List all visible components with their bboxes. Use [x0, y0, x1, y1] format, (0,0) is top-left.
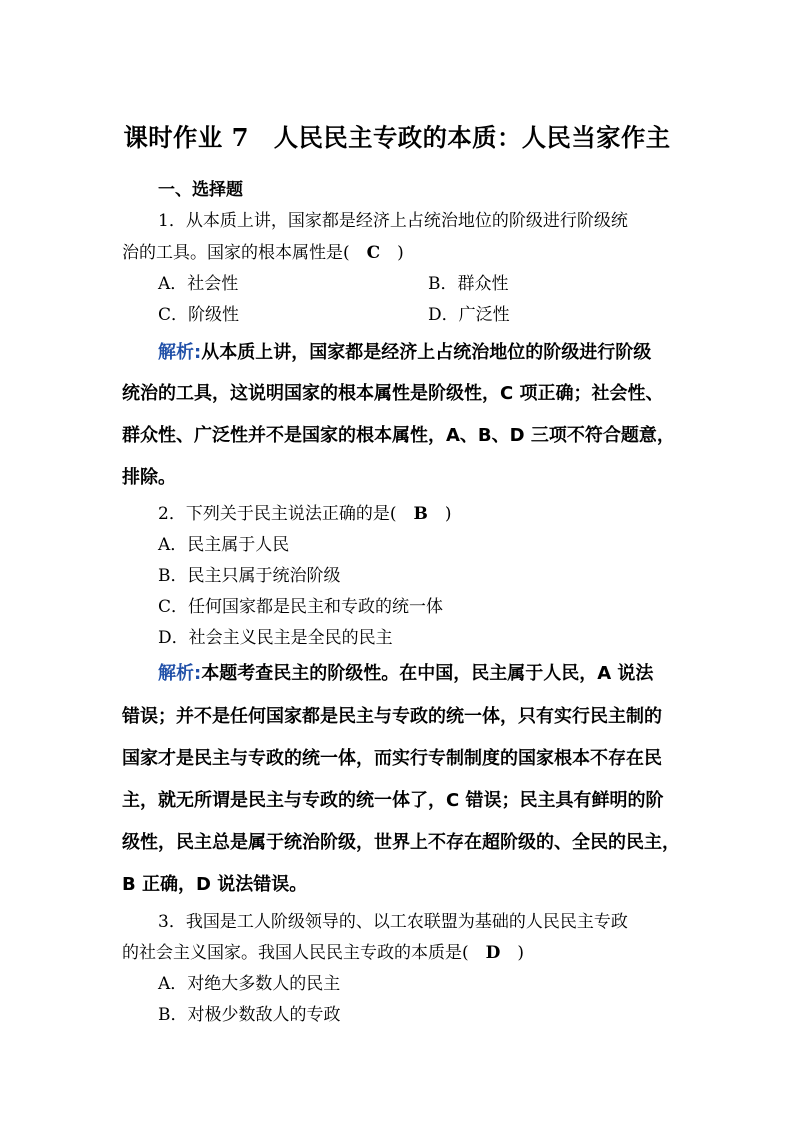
- q2-option-c: C．任何国家都是民主和专政的统一体: [158, 597, 444, 617]
- page-title: 课时作业 7 人民民主专政的本质：人民当家作主: [123, 123, 671, 152]
- q1-option-d: D．广泛性: [428, 305, 510, 325]
- q2-stem-line-1: [158, 499, 451, 524]
- q3-stem-line-2: [122, 938, 524, 963]
- q2-analysis-text-1: 本题考查民主的阶级性。在中国，民主属于人民，A 说法: [201, 663, 654, 684]
- q1-option-a: A．社会性: [158, 274, 239, 294]
- q2-answer: B: [413, 504, 428, 524]
- q2-analysis-line-1: [158, 659, 653, 685]
- q3-stem-close: ): [500, 943, 525, 963]
- q2-option-b: B．民主只属于统治阶级: [158, 566, 341, 586]
- q3-stem-text: 的社会主义国家。我国人民民主专政的本质是(: [122, 943, 486, 963]
- q1-stem-line-2: [122, 238, 404, 263]
- q1-analysis-label: 解析:: [158, 342, 202, 363]
- q2-analysis-line-3: 国家才是民主与专政的统一体，而实行专制制度的国家根本不存在民: [122, 748, 662, 769]
- q1-analysis-line-3: 群众性、广泛性并不是国家的根本属性，A、B、D 三项不符合题意，: [122, 425, 675, 446]
- q2-analysis-line-2: 错误；并不是任何国家都是民主与专政的统一体，只有实行民主制的: [122, 706, 662, 727]
- q2-option-a: A．民主属于人民: [158, 535, 290, 555]
- q3-option-a: A．对绝大多数人的民主: [158, 974, 341, 994]
- q2-analysis-line-4: 主，就无所谓是民主与专政的统一体了，C 错误；民主具有鲜明的阶: [122, 790, 664, 811]
- q1-analysis-line-2: 统治的工具，这说明国家的根本属性是阶级性，C 项正确；社会性、: [122, 383, 664, 404]
- q2-analysis-line-5: 级性，民主总是属于统治阶级，世界上不存在超阶级的、全民的民主，: [122, 832, 680, 853]
- q2-analysis-line-6: B 正确，D 说法错误。: [122, 874, 308, 895]
- q2-analysis-label: 解析:: [158, 663, 202, 684]
- q2-stem-close: ): [427, 504, 452, 524]
- q1-stem-line-1: 1．从本质上讲，国家都是经济上占统治地位的阶级进行阶级统: [158, 211, 628, 231]
- q1-stem-text: 治的工具。国家的根本属性是(: [122, 243, 367, 263]
- q1-stem-close: ): [380, 243, 404, 263]
- q1-analysis-text-1: 从本质上讲，国家都是经济上占统治地位的阶级进行阶级: [201, 342, 652, 363]
- q1-answer: C: [366, 243, 381, 263]
- q1-option-c: C．阶级性: [158, 305, 240, 325]
- q1-analysis-line-4: 排除。: [122, 467, 176, 488]
- q2-option-d: D．社会主义民主是全民的民主: [158, 628, 393, 648]
- q1-analysis-line-1: [158, 338, 651, 364]
- q1-option-b: B．群众性: [428, 274, 509, 294]
- q3-option-b: B．对极少数敌人的专政: [158, 1005, 341, 1025]
- section-heading: 一、选择题: [158, 180, 243, 200]
- q2-stem-text: 2．下列关于民主说法正确的是(: [158, 504, 414, 524]
- q3-stem-line-1: 3．我国是工人阶级领导的、以工农联盟为基础的人民民主专政: [158, 912, 628, 932]
- q3-answer: D: [485, 943, 501, 963]
